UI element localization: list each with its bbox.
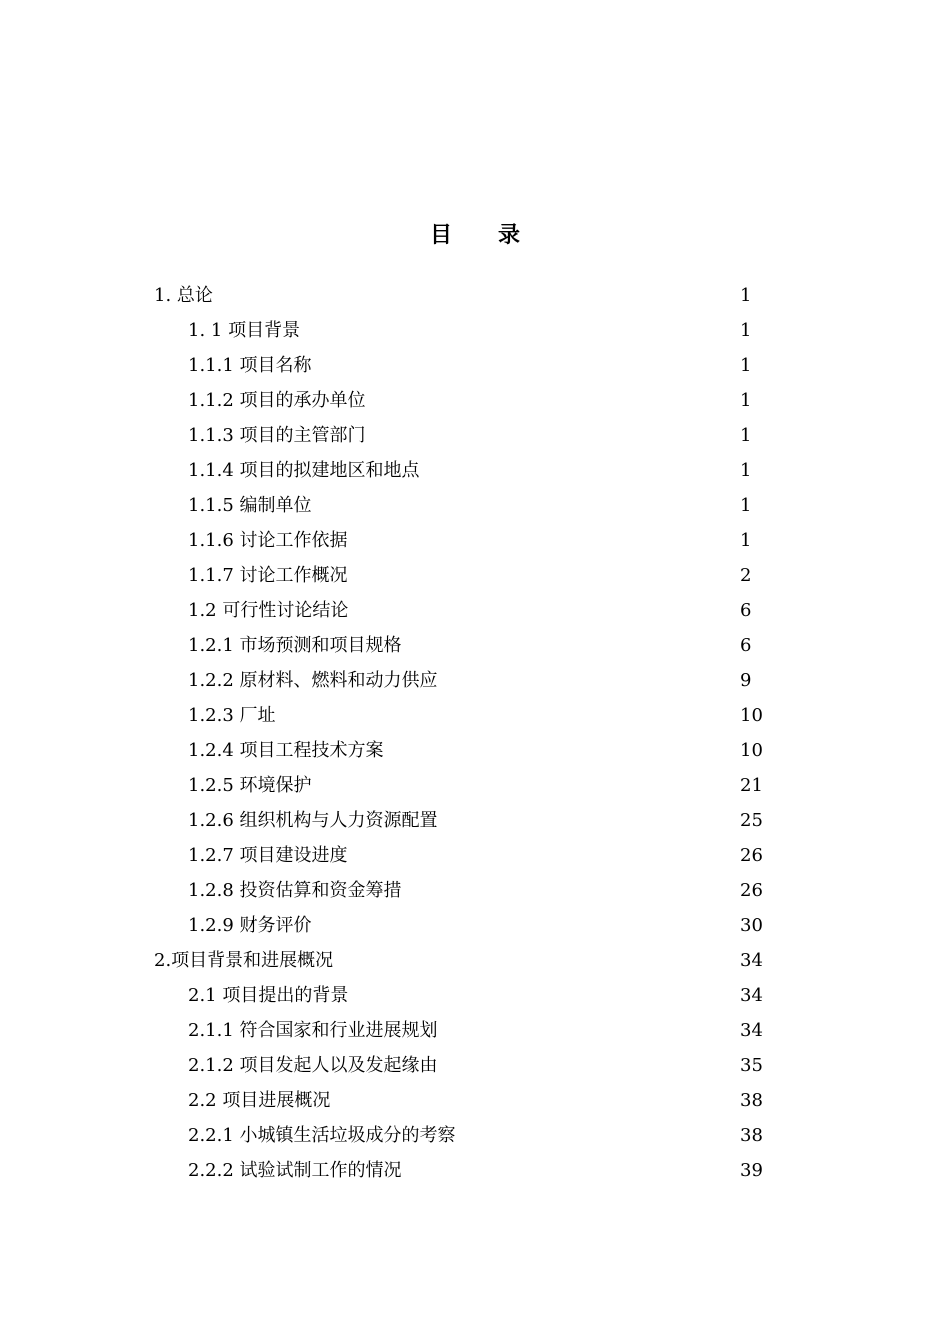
toc-entry-label: 1.2.3 厂址 — [188, 705, 276, 726]
toc-entry-label: 2.1.2 项目发起人以及发起缘由 — [188, 1055, 438, 1076]
toc-title-char: 录 — [498, 222, 521, 248]
toc-entry-page-number: 1 — [740, 285, 752, 306]
toc-entry-page-number: 1 — [740, 390, 752, 411]
toc-title — [0, 218, 950, 249]
toc-entry-page-number: 30 — [740, 915, 763, 936]
toc-entry-label: 2.项目背景和进展概况 — [154, 950, 334, 971]
toc-entry-page-number: 10 — [740, 740, 763, 761]
toc-entry[interactable] — [0, 943, 950, 978]
toc-entry-label: 1.2.6 组织机构与人力资源配置 — [188, 810, 438, 831]
toc-entry[interactable] — [0, 348, 950, 383]
toc-entry-page-number: 9 — [740, 670, 752, 691]
toc-entry[interactable] — [0, 523, 950, 558]
toc-entry[interactable] — [0, 873, 950, 908]
toc-entry[interactable] — [0, 313, 950, 348]
toc-entry-label: 2.2.2 试验试制工作的情况 — [188, 1160, 402, 1181]
toc-entry-page-number: 1 — [740, 460, 752, 481]
toc-entry-page-number: 2 — [740, 565, 752, 586]
toc-entry[interactable] — [0, 1118, 950, 1153]
toc-entry-page-number: 34 — [740, 950, 763, 971]
toc-entry-page-number: 6 — [740, 600, 752, 621]
toc-entry[interactable] — [0, 663, 950, 698]
toc-entry-page-number: 35 — [740, 1055, 763, 1076]
toc-entry-page-number: 26 — [740, 880, 763, 901]
toc-entry-label: 1.1.3 项目的主管部门 — [188, 425, 366, 446]
toc-entry-label: 2.1.1 符合国家和行业进展规划 — [188, 1020, 438, 1041]
toc-entry[interactable] — [0, 698, 950, 733]
toc-entry-label: 1.1.4 项目的拟建地区和地点 — [188, 460, 420, 481]
toc-entry-label: 1.2.4 项目工程技术方案 — [188, 740, 384, 761]
toc-entry-page-number: 39 — [740, 1160, 763, 1181]
toc-entry-label: 1.2.2 原材料、燃料和动力供应 — [188, 670, 438, 691]
toc-entry[interactable] — [0, 1048, 950, 1083]
toc-entry-page-number: 25 — [740, 810, 763, 831]
toc-entry[interactable] — [0, 278, 950, 313]
toc-entry-page-number: 21 — [740, 775, 763, 796]
toc-entry-page-number: 1 — [740, 355, 752, 376]
toc-entry[interactable] — [0, 453, 950, 488]
toc-entry-label: 1.2.5 环境保护 — [188, 775, 312, 796]
toc-entry-label: 1.2.8 投资估算和资金筹措 — [188, 880, 402, 901]
toc-entry-label: 1.1.5 编制单位 — [188, 495, 312, 516]
toc-title-char: 目 — [429, 222, 452, 248]
toc-entry-label: 1.2 可行性讨论结论 — [188, 600, 349, 621]
toc-entry-page-number: 38 — [740, 1090, 763, 1111]
toc-entry-page-number: 34 — [740, 985, 763, 1006]
toc-entry-label: 1.2.7 项目建设进度 — [188, 845, 348, 866]
toc-list — [0, 278, 950, 1188]
toc-entry[interactable] — [0, 1083, 950, 1118]
toc-entry-label: 1. 总论 — [154, 285, 213, 306]
toc-entry-label: 2.2.1 小城镇生活垃圾成分的考察 — [188, 1125, 456, 1146]
toc-entry-page-number: 1 — [740, 425, 752, 446]
toc-entry-page-number: 10 — [740, 705, 763, 726]
toc-entry-label: 1. 1 项目背景 — [188, 320, 301, 341]
toc-entry[interactable] — [0, 418, 950, 453]
toc-entry-page-number: 1 — [740, 320, 752, 341]
toc-entry-page-number: 38 — [740, 1125, 763, 1146]
toc-entry[interactable] — [0, 558, 950, 593]
toc-entry[interactable] — [0, 768, 950, 803]
toc-entry[interactable] — [0, 978, 950, 1013]
toc-entry[interactable] — [0, 488, 950, 523]
toc-entry-label: 1.1.6 讨论工作依据 — [188, 530, 348, 551]
toc-entry[interactable] — [0, 1013, 950, 1048]
toc-entry-label: 2.1 项目提出的背景 — [188, 985, 349, 1006]
toc-entry[interactable] — [0, 1153, 950, 1188]
toc-entry[interactable] — [0, 908, 950, 943]
toc-entry-page-number: 1 — [740, 530, 752, 551]
toc-entry-label: 1.1.1 项目名称 — [188, 355, 312, 376]
toc-entry-label: 1.2.1 市场预测和项目规格 — [188, 635, 402, 656]
toc-entry-page-number: 26 — [740, 845, 763, 866]
toc-entry[interactable] — [0, 628, 950, 663]
toc-entry-page-number: 34 — [740, 1020, 763, 1041]
toc-entry[interactable] — [0, 803, 950, 838]
toc-entry-label: 1.2.9 财务评价 — [188, 915, 312, 936]
toc-entry-label: 2.2 项目进展概况 — [188, 1090, 331, 1111]
toc-entry-page-number: 6 — [740, 635, 752, 656]
toc-entry[interactable] — [0, 593, 950, 628]
toc-entry[interactable] — [0, 383, 950, 418]
toc-entry[interactable] — [0, 733, 950, 768]
toc-entry[interactable] — [0, 838, 950, 873]
toc-entry-label: 1.1.7 讨论工作概况 — [188, 565, 348, 586]
toc-entry-page-number: 1 — [740, 495, 752, 516]
toc-entry-label: 1.1.2 项目的承办单位 — [188, 390, 366, 411]
